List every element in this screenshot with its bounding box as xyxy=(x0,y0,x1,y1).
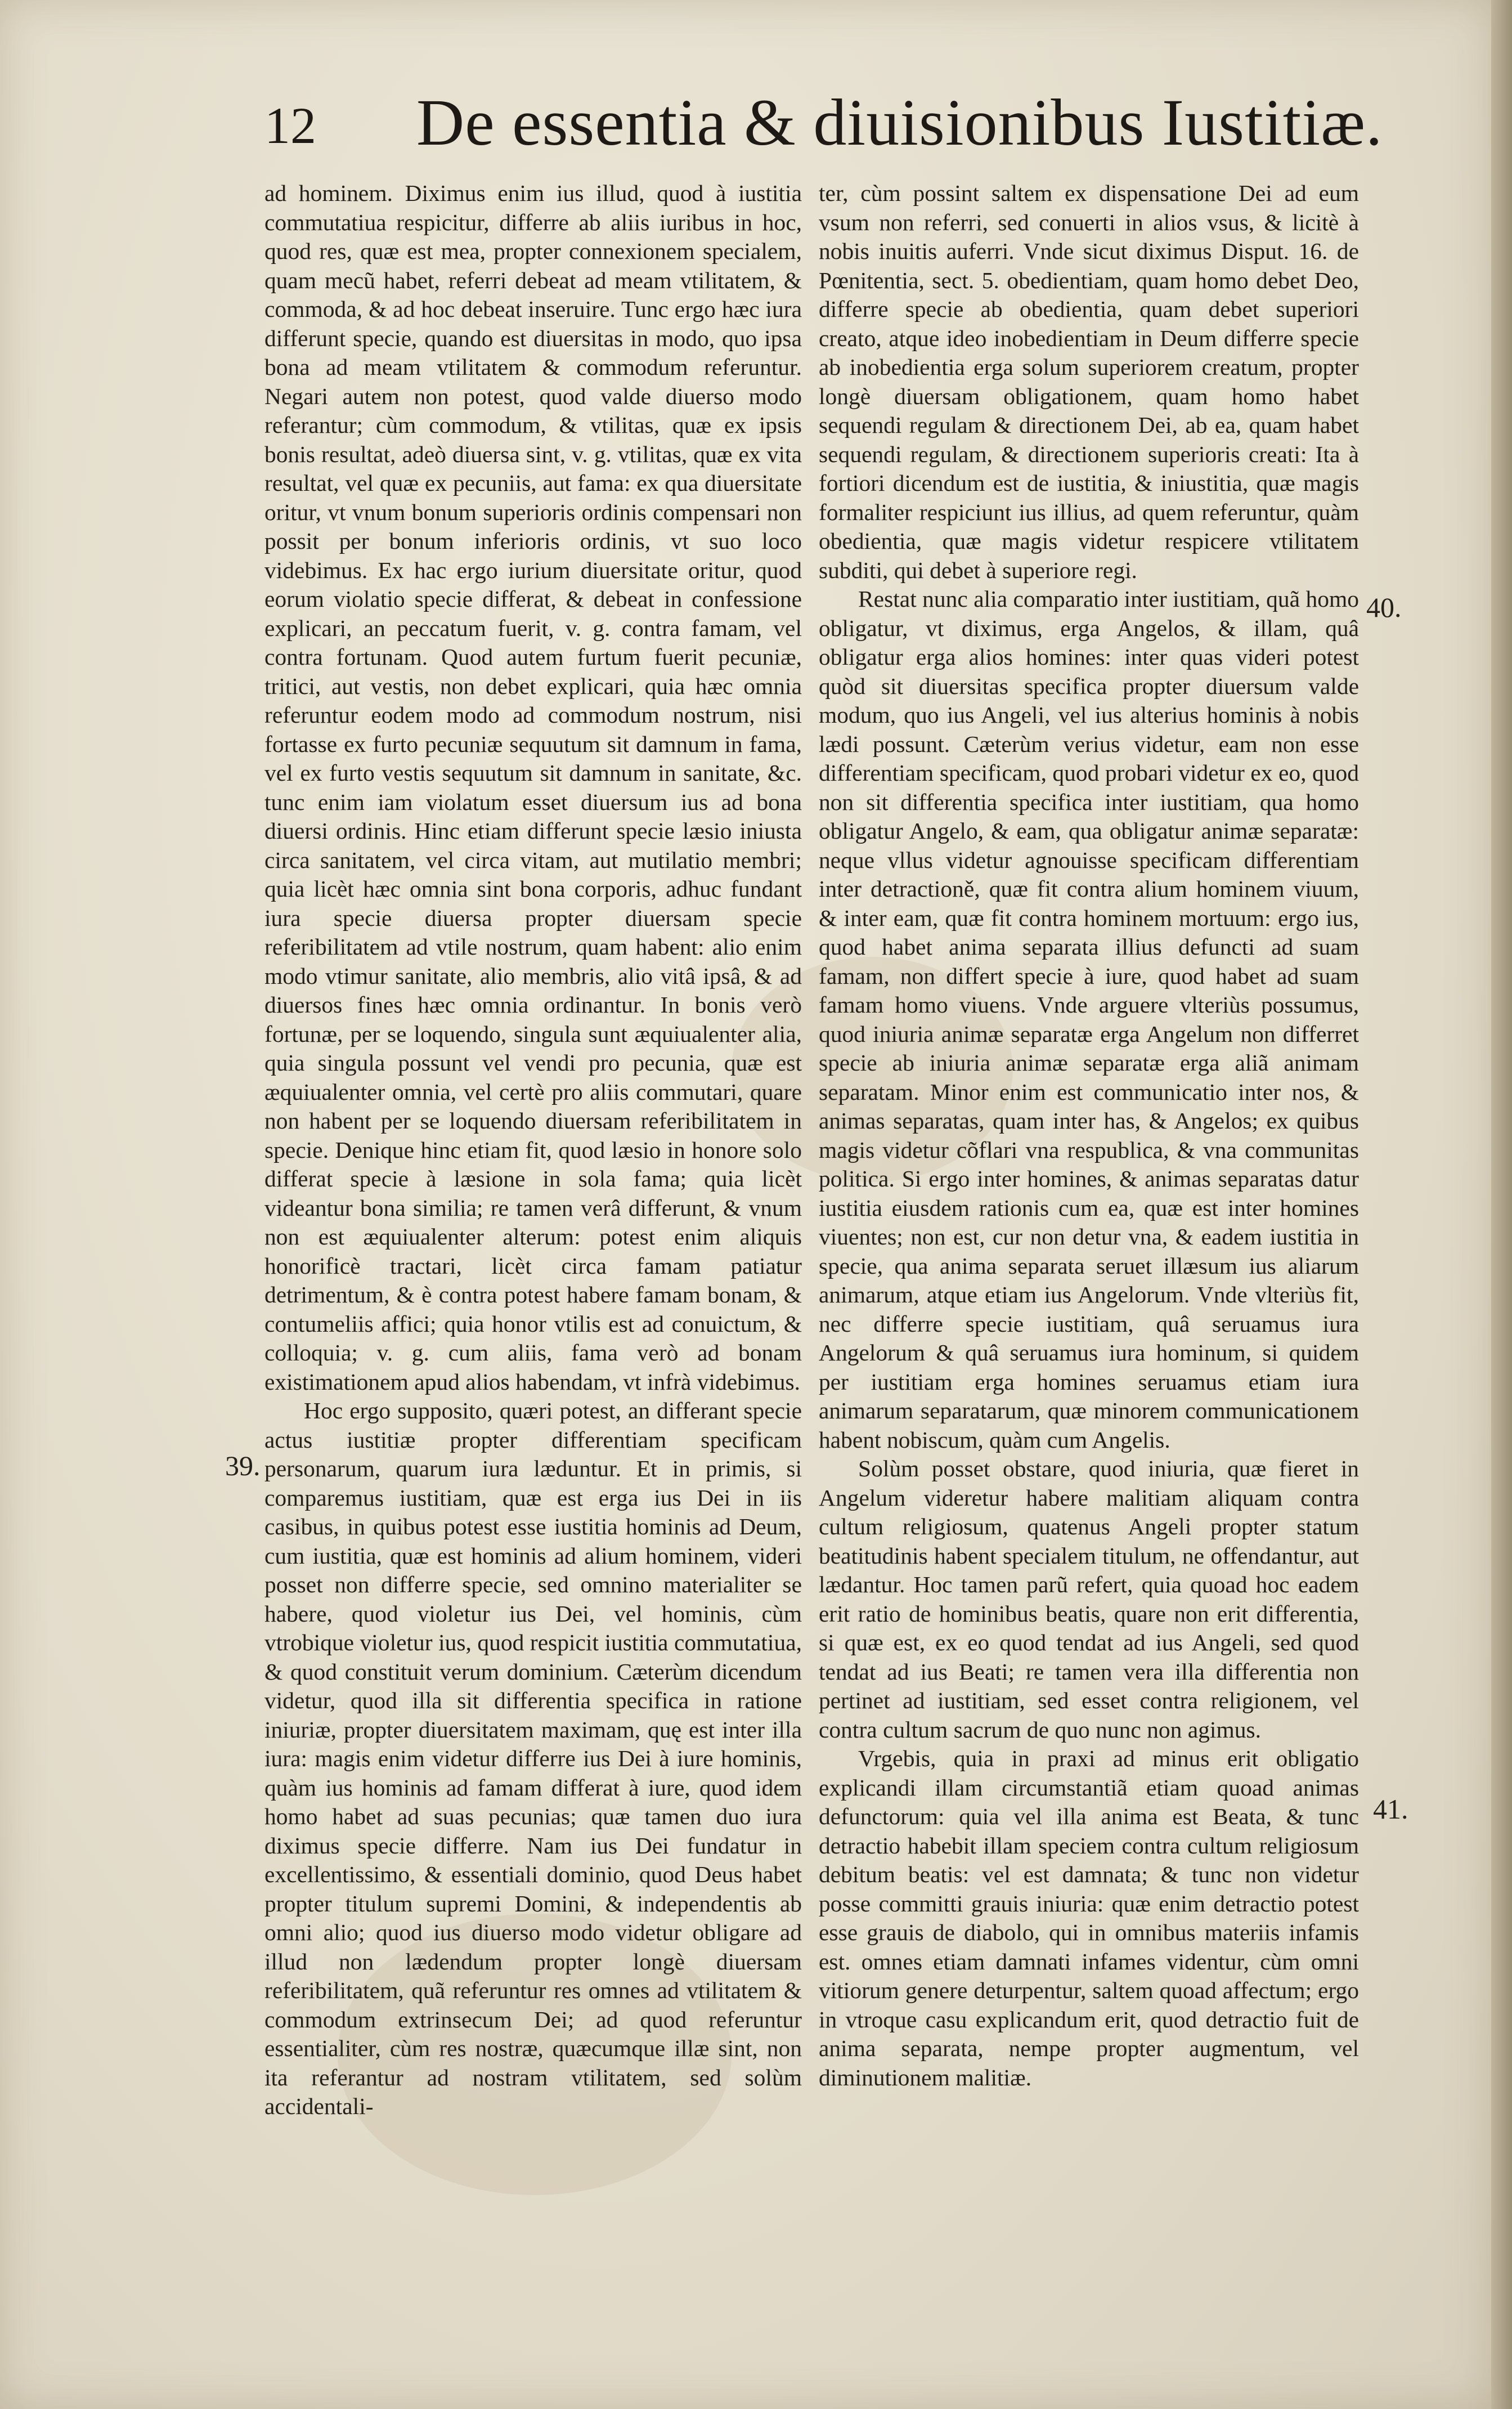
right-paragraph-1: ter, cùm possint saltem ex dispensatione Dei ad eum vsum non referri, sed conuerti in alios vsus, & licitè à nobis inuitis auferri. Vnde sicut diximus Disput. 16. de Pœnitentia, sect. 5. obedientiam, quam homo debet Deo, differre specie ab obedientia, quam debet superiori creato, atque ideo inobedientiam in Deum differre specie ab inobedientia erga solum superiorem creatum, propter longè diuersam obligationem, quam homo habet sequendi regulam & directionem Dei, ab ea, quam habet sequendi regulam, & directionem superioris creati: Ita à fortiori dicendum est de iustitia, & iniustitia, quæ magis formaliter respiciunt ius illius, ad quem referuntur, quàm obedientia, quæ magis videtur respicere vtilitatem subditi, qui debet à superiore regi. xyxy=(819,180,1359,583)
page-edge xyxy=(1491,0,1512,2409)
margin-number-39: 39. xyxy=(225,1450,261,1481)
left-column xyxy=(264,179,802,2121)
right-paragraph-3: Solùm posset obstare, quod iniuria, quæ fieret in Angelum videretur habere malitiam aliquam contra cultum religiosum, quatenus Angeli propter statum beatitudinis habent specialem titulum, ne offendantur, aut lædantur. Hoc tamen parũ refert, quia quoad hoc eadem erit ratio de hominibus beatis, quare non erit differentia, si quæ est, ex eo quod tendat ad ius Angeli, sed quod tendat ad ius Beati; re tamen vera illa differentia non pertinet ad iustitiam, sed esset contra religionem, vel contra cultum sacrum de quo nunc non agimus. xyxy=(819,1456,1359,1743)
margin-number-41: 41. xyxy=(1373,1793,1408,1825)
right-paragraph-2: Restat nunc alia comparatio inter iustitiam, quã homo obligatur, vt diximus, erga Angelos, & illam, quâ obligatur erga alios homines: inter quas videri potest quòd sit diuersitas specifica propter diuersum valde modum, quo ius Angeli, vel ius alterius hominis à nobis lædi possunt. Cæterùm verius videtur, eam non esse differentiam specificam, quod probari videtur ex eo, quod non sit differentia specifica inter iustitiam, qua homo obligatur Angelo, & eam, qua obligatur animæ separatæ: neque vllus videtur agnouisse specificam differentiam inter detractioně, quæ fit contra alium hominem viuum, & inter eam, quæ fit contra hominem mortuum: ergo ius, quod habet anima separata illius defuncti ad suam famam, non differt specie à iure, quod habet ad suam famam homo viuens. Vnde arguere vlteriùs possumus, quod iniuria animæ separatæ erga Angelum non differret specie ab iniuria animæ separatæ erga aliã animam separatam. Minor enim est communicatio inter nos, & animas separatas, quam inter has, & Angelos; ex quibus magis videtur cõflari vna respublica, & vna communitas politica. Si ergo inter homines, & animas separatas datur iustitia eiusdem rationis cum ea, quæ est inter homines viuentes; non est, cur non detur vna, & eadem iustitia in specie, qua anima separata seruet illæsum ius aliarum animarum, atque etiam ius Angelorum. Vnde vlteriùs fit, nec differre specie iustitiam, quâ seruamus iura Angelorum & quâ seruamus iura hominum, si quidem per iustitiam erga homines seruamus etiam iura animarum separatarum, quæ minorem communicationem habent nobiscum, quàm cum Angelis. xyxy=(819,586,1359,1453)
margin-number-40: 40. xyxy=(1366,592,1402,623)
page-number: 12 xyxy=(264,97,316,154)
running-title: De essentia & diuisionibus Iustitiæ. xyxy=(416,86,1383,159)
right-column xyxy=(819,179,1359,2092)
left-paragraph-1: ad hominem. Diximus enim ius illud, quod à iustitia commutatiua respicitur, differre ab aliis iuribus in hoc, quod res, quæ est mea, propter connexionem specialem, quam mecũ habet, referri debeat ad meam vtilitatem, & commoda, & ad hoc debeat inseruire. Tunc ergo hæc iura differunt specie, quando est diuersitas in modo, quo ipsa bona ad meam vtilitatem & commodum referuntur. Negari autem non potest, quod valde diuerso modo referantur; cùm commodum, & vtilitas, quæ ex ipsis bonis resultat, adeò diuersa sint, v. g. vtilitas, quæ ex vita resultat, vel quæ ex pecuniis, aut fama: ex qua diuersitate oritur, vt vnum bonum superioris ordinis compensari non possit per bonum inferioris ordinis, vt suo loco videbimus. Ex hac ergo iurium diuersitate oritur, quod eorum violatio specie differat, & debeat in confessione explicari, an peccatum fuerit, v. g. contra famam, vel contra fortunam. Quod autem furtum fuerit pecuniæ, tritici, aut vestis, non debet explicari, quia hæc omnia referuntur eodem modo ad commodum nostrum, nisi fortasse ex furto pecuniæ sequutum sit damnum in fama, vel ex furto vestis sequutum sit damnum in sanitate, &c. tunc enim iam violatum esset diuersum ius ad bona diuersi ordinis. Hinc etiam differunt specie læsio iniusta circa sanitatem, vel circa vitam, aut mutilatio membri; quia licèt hæc omnia sint bona corporis, adhuc fundant iura specie diuersa propter diuersam specie referibilitatem ad vtile nostrum, quam habent: alio enim modo vtimur sanitate, alio membris, alio vitâ ipsâ, & ad diuersos fines hæc omnia ordinantur. In bonis verò fortunæ, per se loquendo, singula sunt æquiualenter alia, quia singula possunt vel vendi pro pecunia, quæ est æquiualenter omnia, vel certè pro aliis commutari, quare non habent per se loquendo diuersam referibilitatem in specie. Denique hinc etiam fit, quod læsio in honore solo differat specie à læsione in sola fama; quia licèt videantur bona similia; re tamen verâ differunt, & vnum non est æquiualenter alterum: potest enim aliquis honorificè tractari, licèt circa famam patiatur detrimentum, & è contra potest habere famam bonam, & contumeliis affici; quia honor vtilis est ad conuictum, & colloquia; v. g. cum aliis, fama verò ad bonam existimationem apud alios habendam, vt infrà videbimus. xyxy=(264,180,802,1395)
right-paragraph-4: Vrgebis, quia in praxi ad minus erit obligatio explicandi illam circumstantiã etiam quoad animas defunctorum: quia vel illa anima est Beata, & tunc detractio habebit illam speciem contra cultum religiosum debitum beatis: vel est damnata; & tunc non videtur posse committi grauis iniuria: quæ enim detractio potest esse grauis de diabolo, qui in omnibus materiis infamis est. omnes etiam damnati infames videntur, cùm omni vitiorum genere deturpentur, saltem quoad affectum; ergo in vtroque casu explicandum erit, quod detractio fuit de anima separata, nempe propter augmentum, vel diminutionem malitiæ. xyxy=(819,1745,1359,2090)
left-paragraph-2: Hoc ergo supposito, quæri potest, an differant specie actus iustitiæ propter differentiam specificam personarum, quarum iura læduntur. Et in primis, si comparemus iustitiam, quæ est erga ius Dei in iis casibus, in quibus potest esse iustitia hominis ad Deum, cum iustitia, quæ est hominis ad alium hominem, videri posset non differre specie, sed omnino materialiter se habere, quod violetur ius Dei, vel hominis, cùm vtrobique violetur ius, quod respicit iustitia commutatiua, & quod constituit verum dominium. Cæterùm dicendum videtur, quod illa sit differentia specifica in ratione iniuriæ, propter diuersitatem maximam, quę est inter illa iura: magis enim videtur differre ius Dei à iure hominis, quàm ius hominis ad famam differat à iure, quod idem homo habet ad suas pecunias; quæ tamen duo iura diximus specie differre. Nam ius Dei fundatur in excellentissimo, & essentiali dominio, quod Deus habet propter titulum supremi Domini, & independentis ab omni alio; quod ius diuerso modo videtur obligare ad illud non lædendum propter longè diuersam referibilitatem, quã referuntur res omnes ad vtilitatem & commodum extrinsecum Dei; ad quod referuntur essentialiter, cùm res nostræ, quæcumque illæ sint, non ita referantur ad nostram vtilitatem, sed solùm accidentali- xyxy=(264,1398,802,2119)
